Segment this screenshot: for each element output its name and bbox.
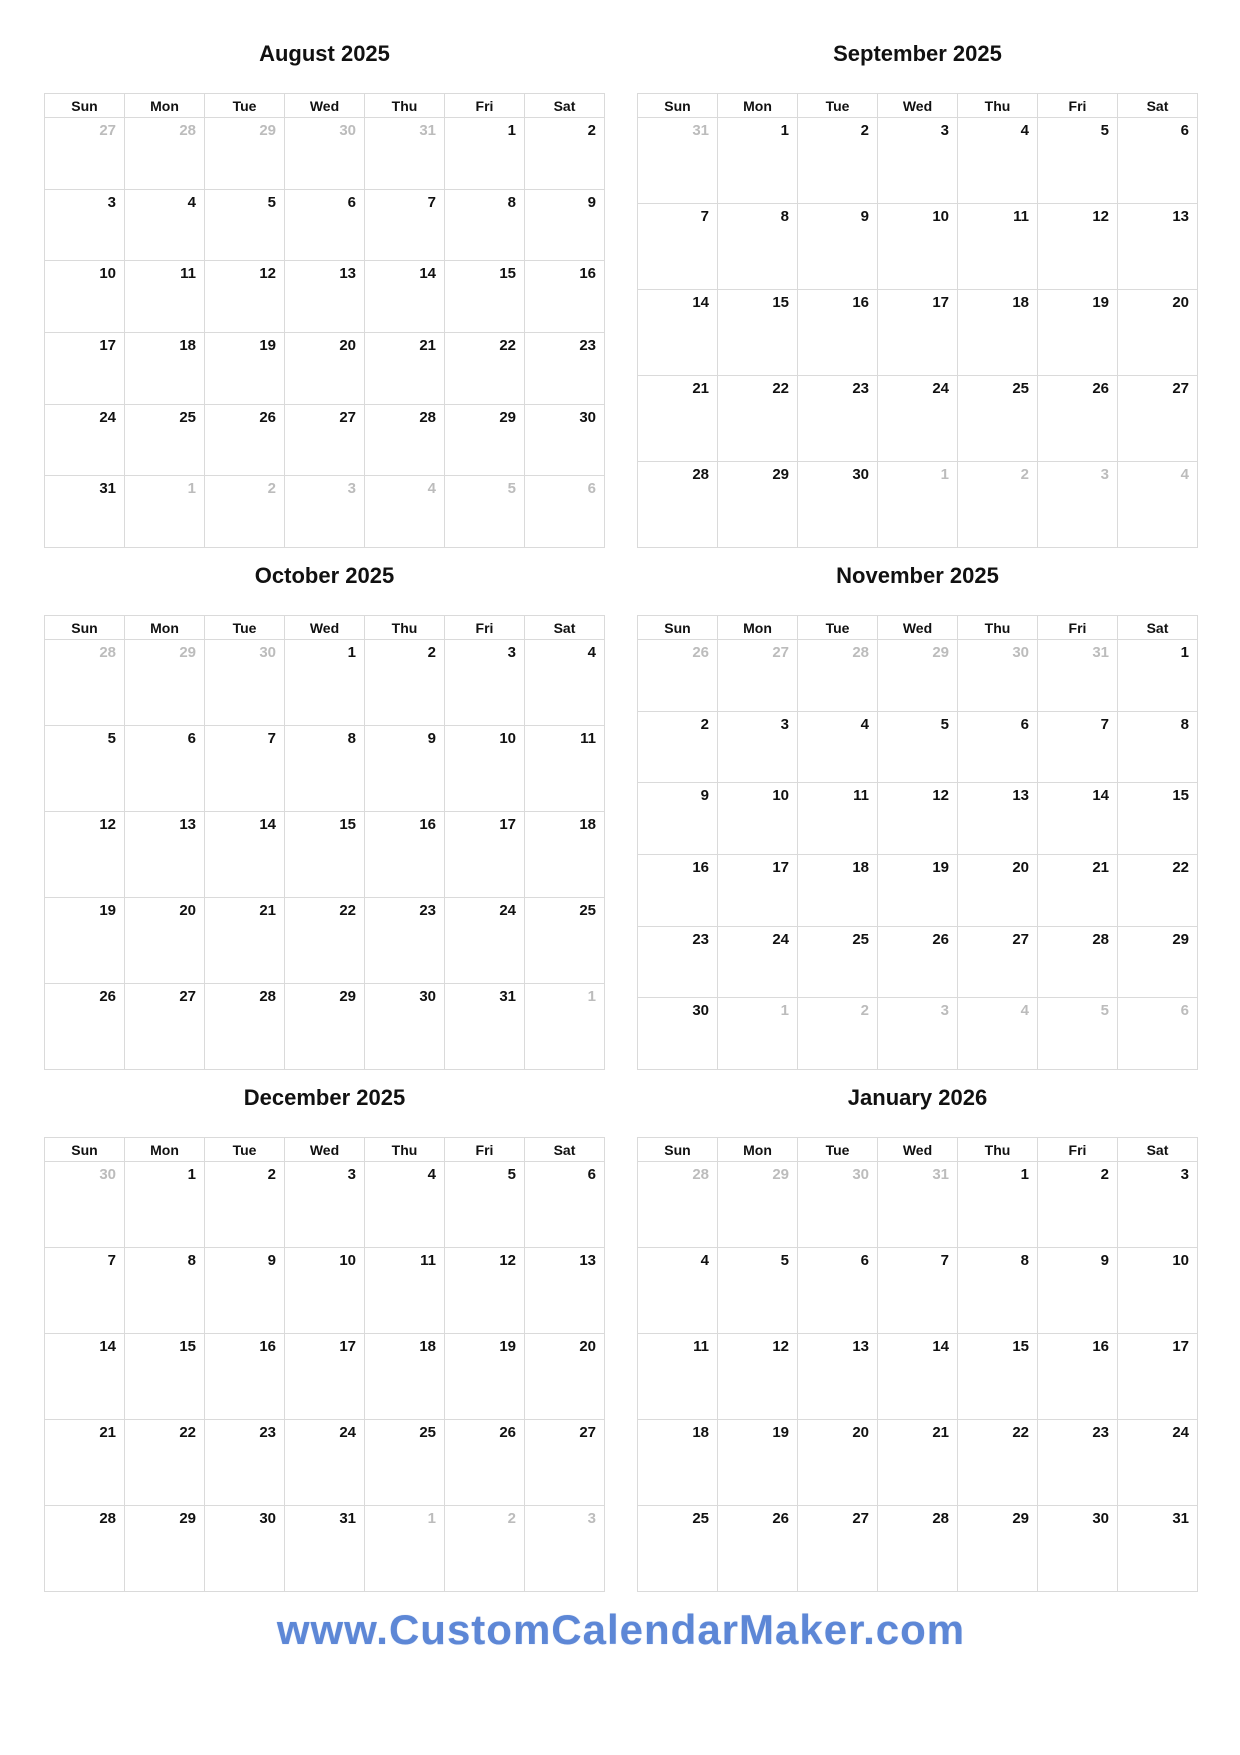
weekday-header: Tue [798,1138,878,1162]
calendar-january-2026 [637,1084,1198,1592]
day-cell: 19 [45,898,125,984]
day-cell: 11 [638,1334,718,1420]
day-cell: 21 [45,1420,125,1506]
adjacent-month-day-cell: 2 [205,476,285,548]
day-cell: 30 [1038,1506,1118,1592]
adjacent-month-day-cell: 4 [365,476,445,548]
day-cell: 4 [125,190,205,262]
adjacent-month-day-cell: 1 [125,476,205,548]
day-cell: 16 [798,290,878,376]
adjacent-month-day-cell: 27 [718,640,798,712]
day-cell: 4 [365,1162,445,1248]
day-cell: 12 [205,261,285,333]
calendar-august-2025 [44,40,605,548]
day-cell: 21 [365,333,445,405]
day-cell: 8 [958,1248,1038,1334]
day-cell: 2 [1038,1162,1118,1248]
adjacent-month-day-cell: 28 [638,1162,718,1248]
month-grid [637,93,1198,548]
day-cell: 20 [525,1334,605,1420]
day-cell: 2 [638,712,718,784]
weekday-header: Thu [958,94,1038,118]
weekday-header: Tue [205,616,285,640]
day-cell: 24 [1118,1420,1198,1506]
day-cell: 30 [365,984,445,1070]
day-cell: 6 [798,1248,878,1334]
day-cell: 25 [365,1420,445,1506]
day-cell: 23 [1038,1420,1118,1506]
day-cell: 3 [1118,1162,1198,1248]
day-cell: 29 [718,462,798,548]
day-cell: 30 [205,1506,285,1592]
month-grid [44,93,605,548]
day-cell: 22 [445,333,525,405]
adjacent-month-day-cell: 30 [958,640,1038,712]
day-cell: 12 [1038,204,1118,290]
weekday-header: Fri [445,94,525,118]
day-cell: 25 [525,898,605,984]
day-cell: 19 [1038,290,1118,376]
day-cell: 1 [125,1162,205,1248]
day-cell: 21 [205,898,285,984]
day-cell: 17 [878,290,958,376]
day-cell: 20 [958,855,1038,927]
day-cell: 13 [798,1334,878,1420]
day-cell: 27 [285,405,365,477]
adjacent-month-day-cell: 3 [1038,462,1118,548]
day-cell: 25 [125,405,205,477]
weekday-header: Tue [798,616,878,640]
adjacent-month-day-cell: 3 [285,476,365,548]
calendar-november-2025 [637,562,1198,1070]
day-cell: 24 [45,405,125,477]
adjacent-month-day-cell: 30 [798,1162,878,1248]
day-cell: 19 [205,333,285,405]
day-cell: 2 [205,1162,285,1248]
day-cell: 6 [285,190,365,262]
adjacent-month-day-cell: 30 [45,1162,125,1248]
weekday-header: Sun [45,1138,125,1162]
day-cell: 13 [525,1248,605,1334]
day-cell: 5 [445,1162,525,1248]
day-cell: 27 [525,1420,605,1506]
day-cell: 12 [445,1248,525,1334]
day-cell: 8 [125,1248,205,1334]
day-cell: 15 [285,812,365,898]
day-cell: 9 [638,783,718,855]
day-cell: 17 [445,812,525,898]
day-cell: 9 [1038,1248,1118,1334]
day-cell: 5 [718,1248,798,1334]
day-cell: 21 [638,376,718,462]
weekday-header: Sat [1118,94,1198,118]
weekday-header: Fri [445,616,525,640]
day-cell: 26 [878,927,958,999]
weekday-header: Thu [365,616,445,640]
day-cell: 31 [445,984,525,1070]
day-cell: 28 [45,1506,125,1592]
weekday-header: Mon [718,1138,798,1162]
day-cell: 29 [285,984,365,1070]
day-cell: 15 [445,261,525,333]
day-cell: 13 [285,261,365,333]
day-cell: 27 [798,1506,878,1592]
day-cell: 21 [878,1420,958,1506]
adjacent-month-day-cell: 2 [798,998,878,1070]
day-cell: 7 [205,726,285,812]
month-grid [44,1137,605,1592]
day-cell: 8 [285,726,365,812]
day-cell: 10 [445,726,525,812]
day-cell: 24 [445,898,525,984]
day-cell: 12 [878,783,958,855]
day-cell: 8 [718,204,798,290]
day-cell: 20 [798,1420,878,1506]
day-cell: 26 [445,1420,525,1506]
adjacent-month-day-cell: 4 [1118,462,1198,548]
weekday-header: Fri [1038,94,1118,118]
day-cell: 7 [365,190,445,262]
day-cell: 4 [638,1248,718,1334]
day-cell: 4 [525,640,605,726]
adjacent-month-day-cell: 2 [958,462,1038,548]
day-cell: 5 [205,190,285,262]
month-grid [44,615,605,1070]
adjacent-month-day-cell: 26 [638,640,718,712]
day-cell: 25 [638,1506,718,1592]
day-cell: 13 [958,783,1038,855]
weekday-header: Mon [125,616,205,640]
day-cell: 1 [958,1162,1038,1248]
day-cell: 11 [958,204,1038,290]
day-cell: 10 [45,261,125,333]
weekday-header: Tue [205,94,285,118]
day-cell: 25 [958,376,1038,462]
weekday-header: Mon [125,94,205,118]
day-cell: 11 [365,1248,445,1334]
day-cell: 18 [125,333,205,405]
day-cell: 22 [718,376,798,462]
weekday-header: Sat [1118,1138,1198,1162]
day-cell: 27 [958,927,1038,999]
day-cell: 14 [1038,783,1118,855]
day-cell: 19 [878,855,958,927]
day-cell: 29 [1118,927,1198,999]
adjacent-month-day-cell: 1 [365,1506,445,1592]
day-cell: 1 [1118,640,1198,712]
day-cell: 30 [638,998,718,1070]
adjacent-month-day-cell: 28 [125,118,205,190]
day-cell: 2 [798,118,878,204]
day-cell: 30 [798,462,878,548]
day-cell: 7 [878,1248,958,1334]
day-cell: 3 [45,190,125,262]
day-cell: 31 [1118,1506,1198,1592]
weekday-header: Sat [525,616,605,640]
day-cell: 3 [718,712,798,784]
adjacent-month-day-cell: 1 [878,462,958,548]
day-cell: 23 [205,1420,285,1506]
calendar-october-2025 [44,562,605,1070]
weekday-header: Wed [285,94,365,118]
day-cell: 19 [718,1420,798,1506]
day-cell: 25 [798,927,878,999]
day-cell: 24 [878,376,958,462]
day-cell: 14 [878,1334,958,1420]
adjacent-month-day-cell: 1 [525,984,605,1070]
day-cell: 13 [125,812,205,898]
day-cell: 17 [1118,1334,1198,1420]
day-cell: 26 [1038,376,1118,462]
adjacent-month-day-cell: 29 [878,640,958,712]
weekday-header: Wed [285,1138,365,1162]
weekday-header: Thu [365,1138,445,1162]
day-cell: 6 [958,712,1038,784]
day-cell: 31 [45,476,125,548]
weekday-header: Thu [365,94,445,118]
day-cell: 18 [365,1334,445,1420]
adjacent-month-day-cell: 30 [205,640,285,726]
adjacent-month-day-cell: 28 [45,640,125,726]
day-cell: 7 [45,1248,125,1334]
weekday-header: Fri [1038,1138,1118,1162]
day-cell: 3 [285,1162,365,1248]
day-cell: 1 [445,118,525,190]
weekday-header: Sun [45,616,125,640]
adjacent-month-day-cell: 5 [1038,998,1118,1070]
weekday-header: Sun [638,616,718,640]
day-cell: 4 [958,118,1038,204]
day-cell: 2 [525,118,605,190]
weekday-header: Fri [1038,616,1118,640]
day-cell: 9 [798,204,878,290]
day-cell: 23 [798,376,878,462]
adjacent-month-day-cell: 5 [445,476,525,548]
day-cell: 20 [125,898,205,984]
day-cell: 27 [1118,376,1198,462]
adjacent-month-day-cell: 6 [1118,998,1198,1070]
day-cell: 21 [1038,855,1118,927]
day-cell: 14 [205,812,285,898]
day-cell: 22 [958,1420,1038,1506]
adjacent-month-day-cell: 4 [958,998,1038,1070]
day-cell: 28 [878,1506,958,1592]
adjacent-month-day-cell: 27 [45,118,125,190]
day-cell: 11 [525,726,605,812]
day-cell: 15 [718,290,798,376]
weekday-header: Thu [958,1138,1038,1162]
calendar-december-2025 [44,1084,605,1592]
day-cell: 10 [718,783,798,855]
day-cell: 5 [45,726,125,812]
month-grid [637,615,1198,1070]
adjacent-month-day-cell: 28 [798,640,878,712]
month-title: December 2025 [243,1085,406,1110]
adjacent-month-day-cell: 31 [365,118,445,190]
day-cell: 20 [285,333,365,405]
day-cell: 14 [365,261,445,333]
day-cell: 1 [285,640,365,726]
day-cell: 2 [365,640,445,726]
watermark-url-text: www.CustomCalendarMaker.com [276,1606,966,1653]
day-cell: 31 [285,1506,365,1592]
day-cell: 8 [1118,712,1198,784]
month-title: October 2025 [254,563,395,588]
day-cell: 6 [525,1162,605,1248]
day-cell: 16 [205,1334,285,1420]
day-cell: 19 [445,1334,525,1420]
month-grid [637,1137,1198,1592]
day-cell: 24 [718,927,798,999]
day-cell: 18 [525,812,605,898]
day-cell: 15 [1118,783,1198,855]
day-cell: 7 [1038,712,1118,784]
weekday-header: Mon [718,616,798,640]
day-cell: 6 [125,726,205,812]
day-cell: 15 [125,1334,205,1420]
day-cell: 28 [638,462,718,548]
day-cell: 3 [878,118,958,204]
day-cell: 22 [285,898,365,984]
day-cell: 4 [798,712,878,784]
day-cell: 8 [445,190,525,262]
weekday-header: Wed [285,616,365,640]
weekday-header: Thu [958,616,1038,640]
day-cell: 20 [1118,290,1198,376]
adjacent-month-day-cell: 2 [445,1506,525,1592]
day-cell: 23 [365,898,445,984]
day-cell: 9 [205,1248,285,1334]
weekday-header: Wed [878,616,958,640]
day-cell: 6 [1118,118,1198,204]
weekday-header: Tue [205,1138,285,1162]
adjacent-month-day-cell: 30 [285,118,365,190]
day-cell: 29 [445,405,525,477]
day-cell: 11 [125,261,205,333]
day-cell: 17 [718,855,798,927]
day-cell: 29 [125,1506,205,1592]
day-cell: 23 [525,333,605,405]
adjacent-month-day-cell: 29 [205,118,285,190]
day-cell: 10 [1118,1248,1198,1334]
day-cell: 12 [718,1334,798,1420]
day-cell: 12 [45,812,125,898]
day-cell: 9 [365,726,445,812]
weekday-header: Mon [718,94,798,118]
day-cell: 26 [45,984,125,1070]
day-cell: 16 [525,261,605,333]
day-cell: 17 [45,333,125,405]
weekday-header: Tue [798,94,878,118]
weekday-header: Sun [638,94,718,118]
adjacent-month-day-cell: 31 [878,1162,958,1248]
day-cell: 16 [638,855,718,927]
weekday-header: Sat [525,1138,605,1162]
day-cell: 14 [638,290,718,376]
day-cell: 28 [205,984,285,1070]
day-cell: 28 [365,405,445,477]
weekday-header: Fri [445,1138,525,1162]
day-cell: 10 [878,204,958,290]
weekday-header: Sun [45,94,125,118]
calendar-page [44,40,1198,1592]
day-cell: 16 [1038,1334,1118,1420]
adjacent-month-day-cell: 31 [638,118,718,204]
day-cell: 14 [45,1334,125,1420]
day-cell: 17 [285,1334,365,1420]
day-cell: 18 [638,1420,718,1506]
month-title: January 2026 [847,1085,988,1110]
adjacent-month-day-cell: 31 [1038,640,1118,712]
adjacent-month-day-cell: 1 [718,998,798,1070]
day-cell: 18 [958,290,1038,376]
day-cell: 28 [1038,927,1118,999]
day-cell: 27 [125,984,205,1070]
adjacent-month-day-cell: 29 [125,640,205,726]
day-cell: 13 [1118,204,1198,290]
weekday-header: Sat [1118,616,1198,640]
month-title: September 2025 [833,41,1002,66]
day-cell: 22 [1118,855,1198,927]
day-cell: 26 [718,1506,798,1592]
weekday-header: Sun [638,1138,718,1162]
adjacent-month-day-cell: 6 [525,476,605,548]
day-cell: 24 [285,1420,365,1506]
day-cell: 7 [638,204,718,290]
weekday-header: Mon [125,1138,205,1162]
weekday-header: Sat [525,94,605,118]
adjacent-month-day-cell: 29 [718,1162,798,1248]
weekday-header: Wed [878,94,958,118]
day-cell: 30 [525,405,605,477]
day-cell: 5 [878,712,958,784]
day-cell: 26 [205,405,285,477]
day-cell: 3 [445,640,525,726]
day-cell: 29 [958,1506,1038,1592]
day-cell: 15 [958,1334,1038,1420]
day-cell: 11 [798,783,878,855]
calendar-september-2025 [637,40,1198,548]
day-cell: 18 [798,855,878,927]
month-title: August 2025 [259,41,390,66]
weekday-header: Wed [878,1138,958,1162]
day-cell: 23 [638,927,718,999]
day-cell: 22 [125,1420,205,1506]
month-title: November 2025 [836,563,999,588]
day-cell: 16 [365,812,445,898]
adjacent-month-day-cell: 3 [525,1506,605,1592]
day-cell: 5 [1038,118,1118,204]
adjacent-month-day-cell: 3 [878,998,958,1070]
day-cell: 1 [718,118,798,204]
day-cell: 9 [525,190,605,262]
day-cell: 10 [285,1248,365,1334]
